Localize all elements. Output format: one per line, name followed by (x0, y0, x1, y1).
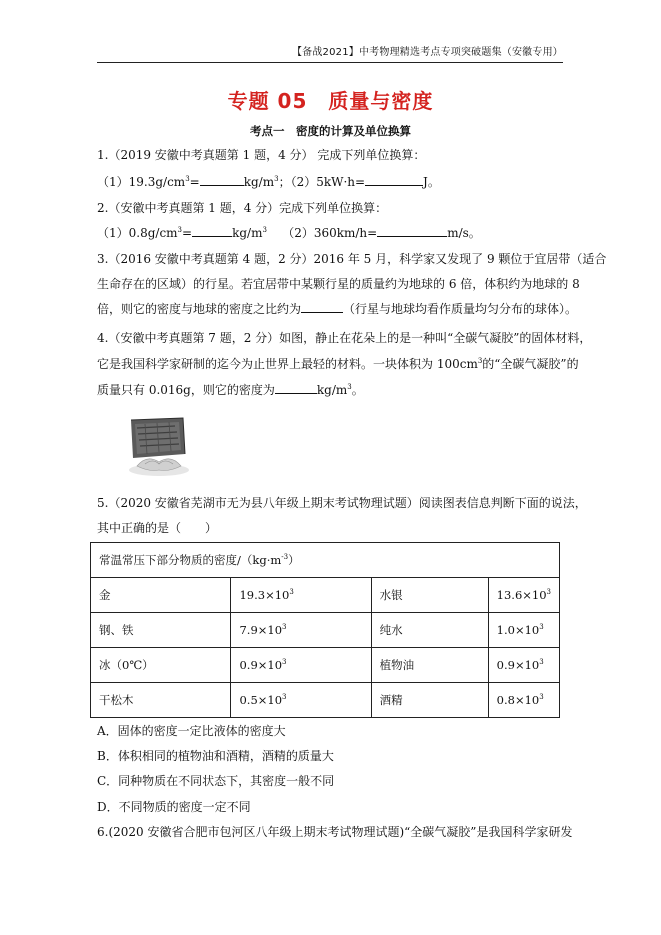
q3-line-3 (97, 301, 577, 317)
q1-part2-label: ；（2）5kW·h= (278, 175, 366, 189)
q1-parts: $(1)19.3g/cm^3= kg/m^3$；（2）5kW·h= J。 (97, 175, 440, 189)
q1-part1-unit: kg/m (243, 175, 275, 189)
table-cell: 钢、铁 (91, 613, 231, 648)
aerogel-on-flower-image (123, 414, 195, 476)
q4-blank[interactable] (275, 382, 317, 394)
table-cell: $0.8\times 10^3$ (488, 683, 559, 718)
q3-line-2: 生命存在的区域）的行星。若宜居带中某颗行星的质量约为地球的 6 倍，体积约为地球的 8 (97, 277, 580, 291)
q2-part1-unit: kg/m (232, 226, 263, 240)
q1-part2-unit: J。 (423, 175, 440, 189)
q1-equals: = (189, 175, 200, 189)
q3-line-1: 3.（2016 安徽中考真题第 4 题，2 分）2016 年 5 月，科学家又发现了 9 颗位于宜居带（适合 (97, 252, 607, 266)
table-cell: 干松木 (91, 683, 231, 718)
q5-option-b: B．体积相同的植物油和酒精，酒精的质量大 (97, 749, 334, 763)
table-cell: 水银 (371, 578, 488, 613)
table-cell: $13.6\times 10^3$ (488, 578, 559, 613)
table-cell: $0.9\times 10^3$ (488, 648, 559, 683)
page-header: 【备战2021】中考物理精选考点专项突破题集（安徽专用） (97, 46, 563, 63)
q4-line-3: 质量只有 0.016g，则它的密度为 $kg/m^3$。 (97, 383, 364, 397)
table-row (91, 683, 560, 718)
q3-line-3-tail: （行星与地球均看作质量均匀分布的球体）。 (343, 302, 578, 316)
table-cell: $19.3\times 10^3$ (231, 578, 371, 613)
q4-period: 。 (351, 383, 364, 397)
table-caption: 常温常压下部分物质的密度$/(kg\cdot m^{-3})$ (91, 543, 560, 578)
q1-blank-1[interactable] (200, 174, 244, 186)
q1-part1-label: （1）19.3g/cm (97, 175, 186, 189)
q4-line-2-text: 它是我国科学家研制的迄今为止世界上最轻的材料。一块体积为 100cm (97, 357, 478, 371)
q3-blank[interactable] (301, 301, 343, 313)
q6-line-1: 6.(2020 安徽省合肥市包河区八年级上期末考试物理试题)“全碳气凝胶”是我国科学家研发 (97, 825, 573, 839)
q2-equals: = (182, 226, 193, 240)
table-cell: 纯水 (371, 613, 488, 648)
table-cell: $1.0\times 10^3$ (488, 613, 559, 648)
q4-line-3-text: 质量只有 0.016g，则它的密度为 (97, 383, 275, 397)
density-table (90, 542, 560, 718)
q3-line-3-text: 倍，则它的密度与地球的密度之比约为 (97, 302, 302, 316)
q5-option-c: C．同种物质在不同状态下，其密度一般不同 (97, 774, 335, 788)
q5-option-d: D．不同物质的密度一定不同 (97, 800, 251, 814)
q2-stem: 2.（安徽中考真题第 1 题，4 分）完成下列单位换算： (97, 201, 388, 215)
q4-line-2: 它是我国科学家研制的迄今为止世界上最轻的材料。一块体积为 $100cm^3$的“全碳气凝胶”的 (97, 357, 579, 371)
table-cell: 金 (91, 578, 231, 613)
q2-part1-label: （1）0.8g/cm (97, 226, 178, 240)
table-cell: $0.5\times 10^3$ (231, 683, 371, 718)
table-row (91, 578, 560, 613)
table-cell: $7.9\times 10^3$ (231, 613, 371, 648)
page-title: 专题 05 质量与密度 (227, 89, 434, 113)
q2-part2-unit: m/s。 (447, 226, 481, 240)
q2-part2-label: （2）360km/h= (282, 226, 378, 240)
table-row (91, 613, 560, 648)
table-cell: 植物油 (371, 648, 488, 683)
q4-line-1: 4.（安徽中考真题第 7 题，2 分）如图，静止在花朵上的是一种叫“全碳气凝胶”的固体材料， (97, 331, 592, 345)
table-cell: $0.9\times 10^3$ (231, 648, 371, 683)
q5-line-1: 5.（2020 安徽省芜湖市无为县八年级上期末考试物理试题）阅读图表信息判断下面的说法， (97, 496, 587, 510)
q5-line-2: 其中正确的是（ ） (97, 521, 218, 535)
q4-line-2-tail: 的“全碳气凝胶”的 (482, 357, 579, 371)
q1-stem: 1.（2019 安徽中考真题第 1 题，4 分） 完成下列单位换算： (97, 148, 426, 162)
q2-blank-1[interactable] (192, 225, 232, 237)
section-heading: 考点一 密度的计算及单位换算 (250, 124, 411, 138)
q4-unit: kg/m (316, 383, 348, 397)
table-row (91, 648, 560, 683)
table-cell: 冰（0℃） (91, 648, 231, 683)
q5-option-a: A．固体的密度一定比液体的密度大 (97, 724, 286, 738)
table-caption-row (91, 543, 560, 578)
q2-blank-2[interactable] (377, 225, 447, 237)
q2-parts: $(1)0.8g/cm^3= kg/m^3$ （2）360km/h= m/s。 (97, 226, 481, 240)
q1-blank-2[interactable] (365, 174, 423, 186)
table-cell: 酒精 (371, 683, 488, 718)
